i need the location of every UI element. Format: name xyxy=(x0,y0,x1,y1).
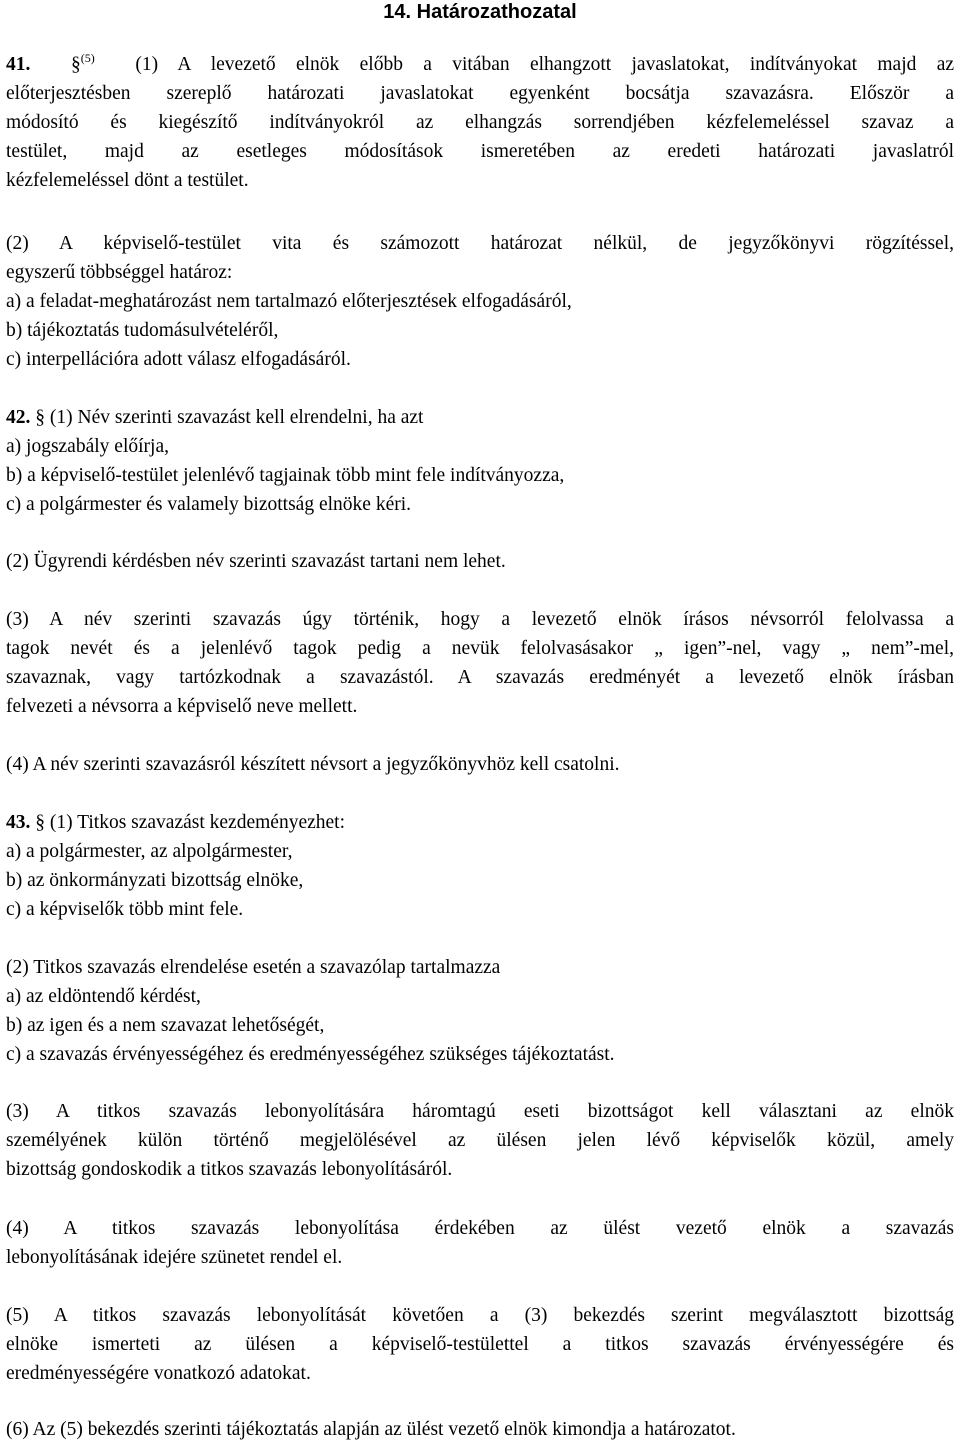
s43-p5-line-3: eredményességére vonatkozó adatokat. xyxy=(6,1363,311,1384)
s43-p2-line-4: c) a szavazás érvényességéhez és eredményességéhez szükséges tájékoztatást. xyxy=(6,1044,615,1065)
s41-footnote-ref: (5) xyxy=(80,51,95,65)
s43-number: 43. xyxy=(6,812,31,833)
s41-p1-text-1: (1) A levezető elnök előbb a vitában elhangzott javaslatokat, indítványokat majd az xyxy=(135,54,954,75)
s43-paragraph-4 xyxy=(6,1214,954,1272)
s42-paragraph-2 xyxy=(6,547,954,576)
s41-number: 41. xyxy=(6,54,31,75)
s43-p5-line-2: elnöke ismerteti az ülésen a képviselő-testülettel a titkos szavazás érvényességére és xyxy=(6,1334,954,1355)
s42-p3-line-1: (3) A név szerinti szavazás úgy történik, hogy a levezető elnök írásos névsorról felolvassa a xyxy=(6,609,954,630)
section-42 xyxy=(6,403,954,519)
s43-p2-line-1: (2) Titkos szavazás elrendelése esetén a szavazólap tartalmazza xyxy=(6,957,501,978)
s43-paragraph-2 xyxy=(6,953,954,1069)
s41-paragraph-2 xyxy=(6,229,954,374)
s41-p1-line-5: kézfelemeléssel dönt a testület. xyxy=(6,170,249,191)
s42-p1-line-4: c) a polgármester és valamely bizottság elnöke kéri. xyxy=(6,494,412,515)
s43-p6-line-1: (6) Az (5) bekezdés szerinti tájékoztatás alapján az ülést vezető elnök kimondja a határozatot. xyxy=(6,1419,736,1440)
s42-p4-line-1: (4) A név szerinti szavazásról készített névsort a jegyzőkönyvhöz kell csatolni. xyxy=(6,754,620,775)
s42-section-sign: § xyxy=(35,407,45,428)
s43-p2-line-3: b) az igen és a nem szavazat lehetőségét, xyxy=(6,1015,325,1036)
s43-p3-line-1: (3) A titkos szavazás lebonyolítására háromtagú eseti bizottságot kell választani az elnök xyxy=(6,1101,954,1122)
s43-p4-line-2: lebonyolításának idejére szünetet rendel el. xyxy=(6,1247,343,1268)
s43-p1-line-4: c) a képviselők több mint fele. xyxy=(6,899,244,920)
s41-p2-line-4: b) tájékoztatás tudomásulvételéről, xyxy=(6,320,279,341)
s41-p1-line-2: előterjesztésben szereplő határozati javaslatokat egyenként bocsátja szavazásra. Először a xyxy=(6,83,954,104)
s43-p2-line-2: a) az eldöntendő kérdést, xyxy=(6,986,201,1007)
section-41 xyxy=(6,50,954,195)
s42-paragraph-4 xyxy=(6,750,954,779)
s43-p5-line-1: (5) A titkos szavazás lebonyolítását követően a (3) bekezdés szerint megválasztott bizottság xyxy=(6,1305,954,1326)
s43-paragraph-5 xyxy=(6,1301,954,1388)
s42-p3-line-2: tagok nevét és a jelenlévő tagok pedig a nevük felolvasásakor „ igen”-nel, vagy „ nem”-mel, xyxy=(6,638,954,659)
s43-section-sign: § xyxy=(35,812,45,833)
s42-number: 42. xyxy=(6,407,31,428)
s43-p1-line-2: a) a polgármester, az alpolgármester, xyxy=(6,841,293,862)
s42-p1-text-1: (1) Név szerinti szavazást kell elrendelni, ha azt xyxy=(49,407,424,428)
s41-p1-line-4: testület, majd az esetleges módosítások ismeretében az eredeti határozati javaslatról xyxy=(6,141,954,162)
s41-p1-line-1 xyxy=(6,50,954,79)
s41-p1-line-3: módosító és kiegészítő indítványokról az elhangzás sorrendjében kézfelemeléssel szavaz a xyxy=(6,112,954,133)
s41-section-sign: § xyxy=(71,54,81,75)
s42-p3-line-3: szavaznak, vagy tartózkodnak a szavazástól. A szavazás eredményét a levezető elnök írásban xyxy=(6,667,954,688)
s42-p1-line-2: a) jogszabály előírja, xyxy=(6,436,169,457)
s42-p1-line-1 xyxy=(6,403,954,432)
s41-p2-line-2: egyszerű többséggel határoz: xyxy=(6,262,233,283)
s42-p1-line-3: b) a képviselő-testület jelenlévő tagjainak több mint fele indítványozza, xyxy=(6,465,565,486)
s43-p1-line-3: b) az önkormányzati bizottság elnöke, xyxy=(6,870,304,891)
s43-p1-text-1: (1) Titkos szavazást kezdeményezhet: xyxy=(49,812,345,833)
s43-p4-line-1: (4) A titkos szavazás lebonyolítása érdekében az ülést vezető elnök a szavazás xyxy=(6,1218,954,1239)
section-43 xyxy=(6,808,954,924)
s41-p2-line-1: (2) A képviselő-testület vita és számozott határozat nélkül, de jegyzőkönyvi rögzítéssel, xyxy=(6,233,954,254)
s43-p3-line-2: személyének külön történő megjelölésével az ülésen jelen lévő képviselők közül, amely xyxy=(6,1130,954,1151)
s41-p2-line-3: a) a feladat-meghatározást nem tartalmazó előterjesztések elfogadásáról, xyxy=(6,291,572,312)
s43-p1-line-1 xyxy=(6,808,954,837)
s43-paragraph-6 xyxy=(6,1415,954,1444)
section-heading: 14. Határozathozatal xyxy=(383,1,577,23)
s41-p2-line-5: c) interpellációra adott válasz elfogadásáról. xyxy=(6,349,351,370)
s43-paragraph-3 xyxy=(6,1097,954,1184)
s43-p3-line-3: bizottság gondoskodik a titkos szavazás lebonyolításáról. xyxy=(6,1159,453,1180)
s42-p3-line-4: felvezeti a névsorra a képviselő neve mellett. xyxy=(6,696,358,717)
s42-p2-line-1: (2) Ügyrendi kérdésben név szerinti szavazást tartani nem lehet. xyxy=(6,551,506,572)
s42-paragraph-3 xyxy=(6,605,954,721)
